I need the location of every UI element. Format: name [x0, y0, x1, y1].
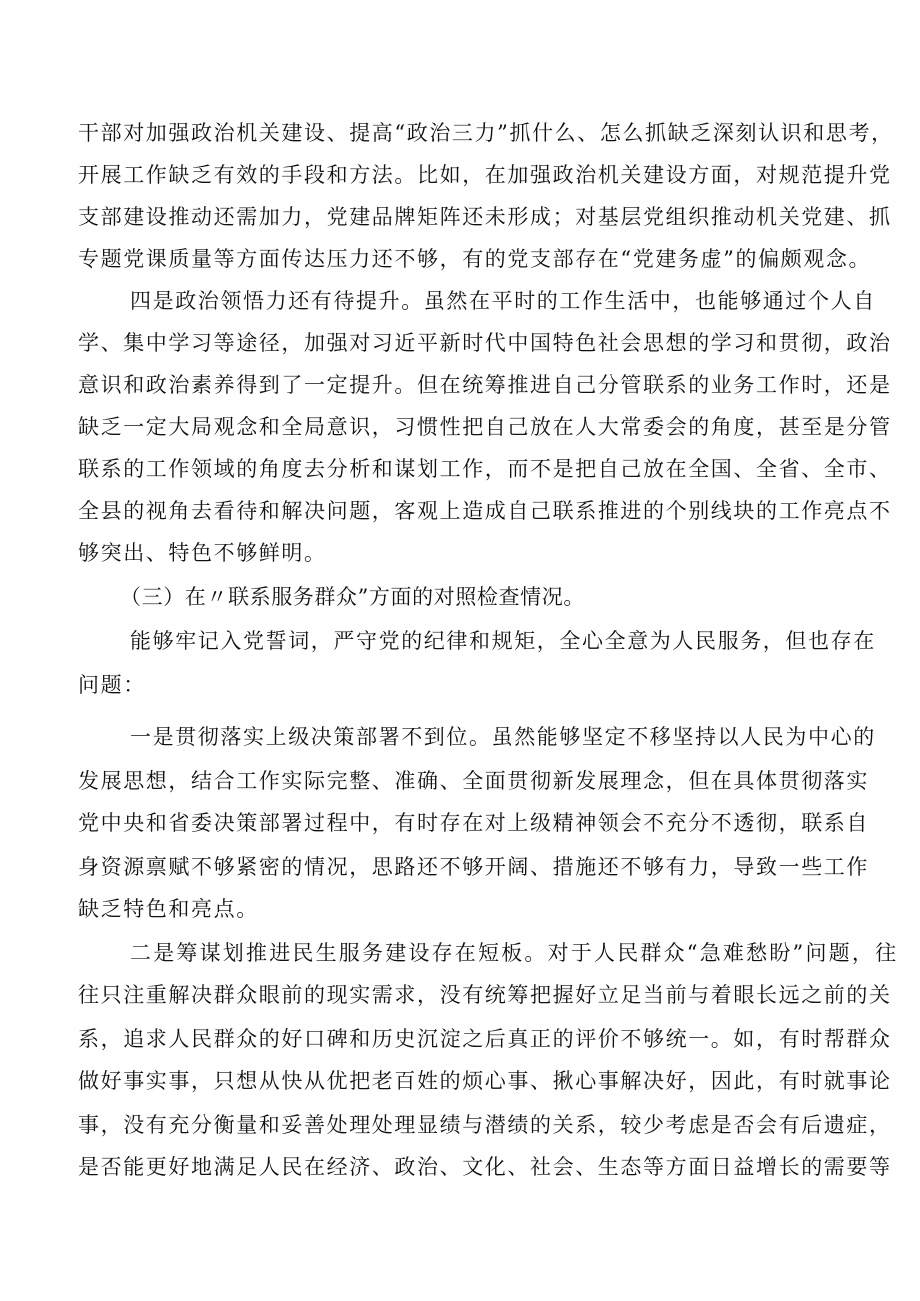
paragraph-line: 一是贯彻落实上级决策部署不到位。虽然能够坚定不移坚持以人民为中心的: [130, 725, 876, 749]
paragraph-line: 系，追求人民群众的好口碑和历史沉淀之后真正的评价不够统一。如，有时帮群众: [78, 1027, 892, 1051]
paragraph-line: 够突出、特色不够鲜明。: [78, 541, 327, 565]
paragraph-line: 往只注重解决群众眼前的现实需求，没有统筹把握好立足当前与着眼长远之前的关: [78, 983, 892, 1007]
paragraph-line: 身资源禀赋不够紧密的情况，思路还不够开阔、措施还不够有力，导致一些工作: [78, 855, 869, 879]
paragraph-line: 专题党课质量等方面传达压力还不够，有的党支部存在“党建务虚”的偏颇观念。: [78, 247, 872, 271]
section-heading: （三）在〃联系服务群众”方面的对照检查情况。: [120, 585, 585, 609]
paragraph-line: 二是筹谋划推进民生服务建设存在短板。对于人民群众“急难愁盼”问题，往: [130, 941, 899, 965]
paragraph-line: 全县的视角去看待和解决问题，客观上造成自己联系推进的个别线块的工作亮点不: [78, 499, 892, 523]
paragraph-line: 是否能更好地满足人民在经济、政治、文化、社会、生态等方面日益增长的需要等: [78, 1155, 892, 1179]
paragraph-line: 支部建设推动还需加力，党建品牌矩阵还未形成；对基层党组织推动机关党建、抓: [78, 205, 892, 229]
paragraph-line: 干部对加强政治机关建设、提高“政治三力”抓什么、怎么抓缺乏深刻认识和思考，: [78, 121, 894, 145]
paragraph-line: 开展工作缺乏有效的手段和方法。比如，在加强政治机关建设方面，对规范提升党: [78, 163, 892, 187]
paragraph-line: 学、集中学习等途径，加强对习近平新时代中国特色社会思想的学习和贯彻，政治: [78, 331, 892, 355]
paragraph-line: 事，没有充分衡量和妥善处理处理显绩与潜绩的关系，较少考虑是否会有后遗症，: [78, 1113, 892, 1137]
paragraph-line: 能够牢记入党誓词，严守党的纪律和规矩，全心全意为人民服务，但也存在: [130, 629, 876, 653]
paragraph-line: 缺乏一定大局观念和全局意识，习惯性把自己放在人大常委会的角度，甚至是分管: [78, 415, 892, 439]
paragraph-line: 联系的工作领域的角度去分析和谋划工作，而不是把自己放在全国、全省、全市、: [78, 457, 892, 481]
paragraph-line: 做好事实事，只想从快从优把老百姓的烦心事、揪心事解决好，因此，有时就事论: [78, 1069, 892, 1093]
paragraph-line: 四是政治领悟力还有待提升。虽然在平时的工作生活中，也能够通过个人自: [130, 289, 876, 313]
paragraph-line: 党中央和省委决策部署过程中，有时存在对上级精神领会不充分不透彻，联系自: [78, 811, 869, 835]
paragraph-line: 问题：: [78, 673, 146, 697]
paragraph-line: 缺乏特色和亮点。: [78, 897, 259, 921]
paragraph-line: 意识和政治素养得到了一定提升。但在统筹推进自己分管联系的业务工作时，还是: [78, 373, 892, 397]
paragraph-line: 发展思想，结合工作实际完整、准确、全面贯彻新发展理念，但在具体贯彻落实: [78, 769, 869, 793]
